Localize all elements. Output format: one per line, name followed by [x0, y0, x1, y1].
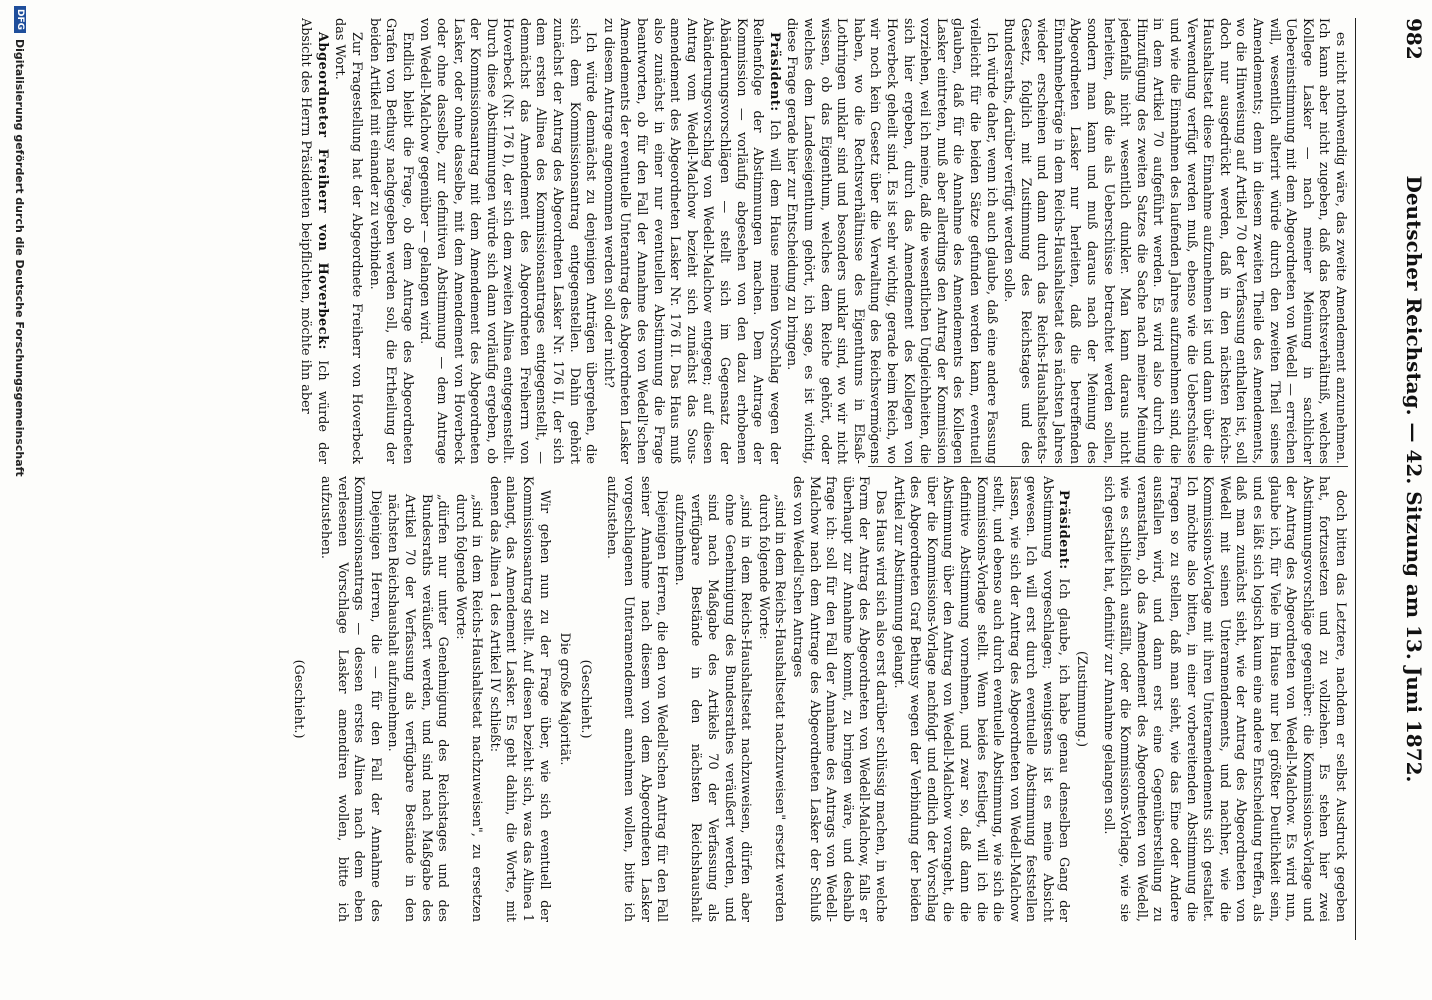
paragraph: doch bitten das Letztere, nachdem er selbst Ausdruck gegeben hat, fortzusetzen und zu vollziehen. Es stehen hier zwei Abstimmungsvorschläge gegenüber: die Kommissions-Vorlage und der Antrag des Abgeordneten von Wedell-Malchow. Es wird nun, glaube ich, für Viele im Hause nur bei größter Deutlichkeit sein, und es läßt sich logisch kaum eine andere Entscheidung treffen, als daß man zunächst sieht, wie der Antrag des Abgeordneten von Wedell mit seinen Unteramendements, und nachher, wie die Kommissions-Vorlage mit ihren Unteramendements sich gestaltet. Ich möchte also bitten, in einer vorbereitenden Abstimmung die Fragen so zu stellen, daß man sieht, wie das Eine oder Andere ausfallen wird, und dann erst eine Gegenüberstellung zu veranstalten, ob das Amendement des Abgeordneten von Wedell, wie es schließlich ausfällt, oder die Kommissions-Vorlage, wie sie sich gestaltet hat, definitiv zur Annahme gelangen soll.	[1100, 476, 1348, 922]
header-rule	[1355, 18, 1356, 940]
running-title: Deutscher Reichstag. — 42. Sitzung am 13. Juni 1872.	[1402, 175, 1426, 783]
paragraph: „sind in dem Reichs-Haushaltsetat nachzuweisen" ersetzt werden durch folgende Worte:	[755, 494, 788, 922]
right-column	[78, 476, 1348, 922]
left-column	[78, 18, 1348, 464]
paragraph: Präsident: Ich glaube, ich habe genau denselben Gang der Abstimmung vorgeschlagen; wenigstens ist es meine Absicht gewesen. Ich will erst durch eventuelle Abstimmung feststellen lassen, wie sich der Antrag des Abgeordneten von Wedell-Malchow stellt, und ebenso auch durch eventuelle Abstimmung, wie sich die Kommissions-Vorlage stellt. Wenn beides festliegt, will ich die definitive Abstimmung vornehmen, und zwar so, daß dann die Abstimmung über den Antrag von Wedell-Malchow vorangeht, die über die Kommissions-Vorlage nachfolgt und endlich der Vorschlag des Abgeordneten Graf Bethusy wegen der Verbindung der beiden Artikel zur Abstimmung gelangt.	[890, 476, 1072, 922]
paragraph: es nicht nothwendig wäre, das zweite Amendement anzunehmen. Ich kann aber nicht zugeben, daß das Rechtsverhältniß, welches Kollege Lasker — nach meiner Meinung in sachlicher Uebereinstimmung mit dem Abgeordneten von Wedell — erreichen will, wesentlich alterirt würde durch den zweiten Theil seines Amendements; denn in diesem zweiten Theile des Amendements, wo die Hinweisung auf Artikel 70 der Verfassung enthalten ist, soll doch nur ausgedrückt werden, daß in den nächsten Reichs-Haushaltsetat diese Einnahme aufzunehmen ist und dann über die Verwendung verfügt werden muß, ebenso wie die Ueberschüsse und wie die Einnahmen des laufenden Jahres aufzunehmen sind, die in dem Artikel 70 aufgeführt werden. Es wird also durch die Hinzufügung des zweiten Satzes die Sache nach meiner Meinung jedenfalls nicht wesentlich dunkler. Man kann daraus nicht herleiten, daß die als Ueberschüsse betrachtet werden sollen, sondern man kann und muß daraus nach der Meinung des Abgeordneten Lasker nur herleiten, daß die betreffenden Einnahmebeträge in dem Reichs-Haushaltsetat des nächsten Jahres wieder erscheinen und dann durch das Reichs-Haushaltsetats-Gesetz, folglich mit Zustimmung des Reichstages und des Bundesraths, darüber verfügt werden solle.	[1001, 18, 1348, 464]
paragraph: (Geschieht.)	[291, 659, 307, 739]
paragraph: „dürfen nur unter Genehmigung des Reichstages und des Bundesraths veräußert werden, und sind nach Maßgabe des Artikel 70 der Verfassung als verfügbare Bestände in den nächsten Reichshaushalt aufzunehmen.	[385, 494, 451, 922]
paragraph: Ich würde demnächst zu denjenigen Anträgen übergehen, die sich dem Kommissionsantrag entgegenstellen. Dahin gehört zunächst der Antrag des Abgeordneten Lasker Nr. 176 II, der sich dem ersten Alinea des Kommissionsantrages entgegenstellt, — demnächst das Amendement des Abgeordneten Freiherrn von Hoverbeck (Nr. 176 I), der sich dem zweiten Alinea entgegenstellt. Durch diese Abstimmungen würde sich dann vorläufig ergeben, ob der Kommissionsantrag mit dem Amendement des Abgeordneten Lasker, oder ohne dasselbe, mit dem Amendement von Hoverbeck oder ohne dasselbe, zur definitiven Abstimmung — dem Antrage von Wedell-Malchow gegenüber — gelangen wird.	[417, 18, 599, 464]
paragraph: Zur Fragestellung hat der Abgeordnete Freiherr von Hoverbeck das Wort.	[332, 18, 364, 464]
paragraph: Wir gehen nun zu der Frage über, wie sich eventuell der Kommissionsantrag stellt. Auf diesen bezieht sich, was das Alinea 1 anlangt, das Amendement Lasker. Es geht dahin, die Worte, mit denen das Alinea 1 des Artikel IV schließt:	[486, 476, 552, 922]
paragraph: Das Haus wird sich also erst darüber schlüssig machen, in welche Form der Antrag des Abgeordneten von Wedell-Malchow, falls er überhaupt zur Annahme kommt, zu bringen wäre, und deshalb frage ich: soll für den Fall der Annahme des Antrags von Wedell-Malchow nach dem Antrage des Abgeordneten Lasker der Schluß des von Wedell'schen Antrages	[790, 476, 888, 922]
paragraph: (Zustimmung.)	[1074, 651, 1090, 747]
paragraph: Abgeordneter Freiherr von Hoverbeck: Ich würde der Absicht des Herrn Präsidenten beipflichten, möchte ihn aber	[298, 18, 330, 464]
page-footer	[0, 0, 40, 1000]
page-number: 982	[1402, 18, 1426, 60]
paragraph: Endlich bleibt die Frage, ob dem Antrage des Abgeordneten Grafen von Bethusy nachgegeben werden soll, die Ertheilung der beiden Artikel mit einander zu verbinden.	[366, 18, 415, 464]
paragraph: Diejenigen Herren, die — für den Fall der Annahme des Kommissionsantrags — dessen erstes Alinea nach dem eben verlesenen Vorschlage Lasker amendiren wollen, bitte ich aufzustehen.	[317, 476, 383, 922]
paragraph: (Geschieht.)	[577, 659, 593, 739]
paragraph: „sind in dem Reichs-Haushaltsetat nachzuweisen, dürfen aber ohne Genehmigung des Bundesrathes veräußert werden, und sind nach Maßgabe des Artikels 70 der Verfassung als verfügbare Bestände in den nächsten Reichshaushalt aufzunehmen.	[671, 494, 754, 922]
paragraph: Diejenigen Herren, die den von Wedell'schen Antrag für den Fall seiner Annahme nach diesem von dem Abgeordneten Lasker vorgeschlagenen Unteramendement annehmen wollen, bitte ich aufzustehen.	[604, 476, 670, 922]
paragraph: Die große Majorität.	[557, 632, 573, 766]
digitization-credit: Digitalisierung gefördert durch die Deutsche Forschungsgemeinschaft	[13, 39, 27, 477]
paragraph: Ich würde daher, wenn ich auch glaube, daß eine andere Fassung vielleicht für die beiden Sätze gefunden werden kann, eventuell glauben, daß für die Annahme des Amendements des Kollegen Lasker eintreten, muß aber allerdings den Antrag der Kommission vorziehen, weil ich meine, daß die wesentlichen Ungleichheiten, die sich hier ergeben, durch das Amendement des Kollegen von Hoverbeck geheilt sind. Es ist sehr wichtig, gerade beim Reich, wo wir noch kein Gesetz über die Verwaltung des Reichsvermögens haben, wo die Rechtsverhältnisse des Eigenthums in Elsaß-Lothringen unklar sind und besonders unklar sind, wo wir nicht wissen, ob das Eigenthum, welches dem Reiche gehört, oder welches dem Landeseigenthum gehört, ich sage, es ist wichtig, diese Frage gerade hier zur Entscheidung zu bringen.	[784, 18, 999, 464]
column-divider	[868, 466, 1348, 467]
paragraph: „sind in dem Reichs-Haushaltsetat nachzuweisen", zu ersetzen durch folgende Worte:	[452, 494, 485, 922]
dfg-logo: DFG	[14, 6, 26, 33]
paragraph: Präsident: Ich will dem Hause meinen Vorschlag wegen der Reihenfolge der Abstimmungen machen. Dem Antrage der Kommission — vorläufig abgesehen von den dazu erhobenen Abänderungsvorschlägen — stellt sich im Gegensatz der Abänderungsvorschlag von Wedell-Malchow entgegen; auf diesen Antrag vom Wedell-Malchow bezieht sich zunächst das Sous-amendement des Abgeordneten Lasker Nr. 176 II. Das Haus muß also zunächst in einer nur eventuellen Abstimmung die Frage beantworten, ob für den Fall der Annahme des von Wedell'schen Amendements der eventuelle Unterantrag des Abgeordneten Lasker zu diesem Antrage angenommen werden soll oder nicht?	[600, 18, 782, 464]
page-header	[1358, 18, 1432, 940]
